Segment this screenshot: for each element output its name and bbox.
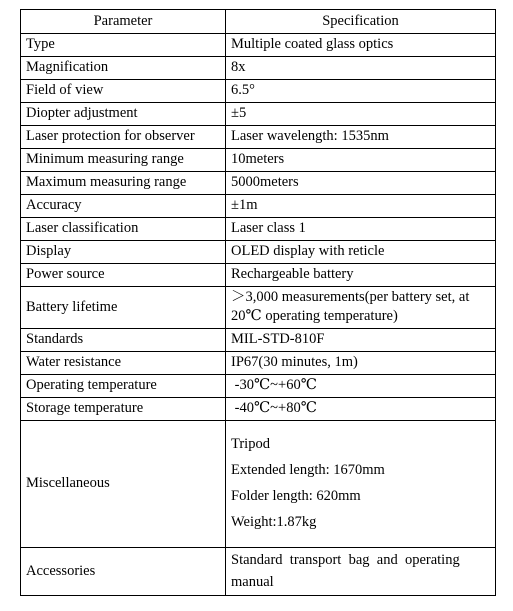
parameter-cell: Power source bbox=[21, 264, 226, 287]
table-header-row bbox=[21, 10, 496, 34]
table-row bbox=[21, 287, 496, 329]
table-row bbox=[21, 375, 496, 398]
parameter-cell: Minimum measuring range bbox=[21, 149, 226, 172]
value-cell: 6.5° bbox=[226, 80, 496, 103]
value-cell bbox=[226, 548, 496, 596]
table-row bbox=[21, 172, 496, 195]
parameter-cell: Water resistance bbox=[21, 352, 226, 375]
parameter-cell: Accuracy bbox=[21, 195, 226, 218]
table-row bbox=[21, 548, 496, 596]
parameter-cell: Accessories bbox=[21, 548, 226, 596]
parameter-cell: Standards bbox=[21, 329, 226, 352]
value-cell: Laser class 1 bbox=[226, 218, 496, 241]
value-cell: 10meters bbox=[226, 149, 496, 172]
table-row bbox=[21, 398, 496, 421]
parameter-cell: Type bbox=[21, 34, 226, 57]
table-row bbox=[21, 352, 496, 375]
parameter-cell: Operating temperature bbox=[21, 375, 226, 398]
table-row bbox=[21, 126, 496, 149]
table-row bbox=[21, 241, 496, 264]
parameter-cell: Battery lifetime bbox=[21, 287, 226, 329]
value-cell: -30℃~+60℃ bbox=[226, 375, 496, 398]
value-cell: ±5 bbox=[226, 103, 496, 126]
parameter-cell: Laser classification bbox=[21, 218, 226, 241]
value-cell bbox=[226, 287, 496, 329]
value-cell: Laser wavelength: 1535nm bbox=[226, 126, 496, 149]
value-line: Tripod bbox=[231, 436, 270, 452]
table-row bbox=[21, 218, 496, 241]
table-row bbox=[21, 80, 496, 103]
value-cell: OLED display with reticle bbox=[226, 241, 496, 264]
table-row bbox=[21, 421, 496, 548]
table-row bbox=[21, 34, 496, 57]
table-row bbox=[21, 195, 496, 218]
value-line: 20℃ operating temperature) bbox=[231, 308, 398, 324]
value-cell: ±1m bbox=[226, 195, 496, 218]
table-row bbox=[21, 329, 496, 352]
value-line: Weight:1.87kg bbox=[231, 514, 317, 530]
value-line: ＞3,000 measurements(per battery set, at bbox=[231, 289, 470, 305]
parameter-cell: Magnification bbox=[21, 57, 226, 80]
value-cell: Multiple coated glass optics bbox=[226, 34, 496, 57]
parameter-cell: Laser protection for observer bbox=[21, 126, 226, 149]
column-header-parameter: Parameter bbox=[21, 10, 226, 34]
value-cell: 5000meters bbox=[226, 172, 496, 195]
value-cell: MIL-STD-810F bbox=[226, 329, 496, 352]
value-cell: 8x bbox=[226, 57, 496, 80]
value-line: manual bbox=[231, 574, 274, 590]
table-row bbox=[21, 57, 496, 80]
column-header-specification: Specification bbox=[226, 10, 496, 34]
value-cell: IP67(30 minutes, 1m) bbox=[226, 352, 496, 375]
specification-table bbox=[20, 9, 496, 596]
table-row bbox=[21, 264, 496, 287]
table-row bbox=[21, 149, 496, 172]
value-line: Standard transport bag and operating bbox=[231, 552, 460, 568]
parameter-cell: Storage temperature bbox=[21, 398, 226, 421]
value-line: Extended length: 1670mm bbox=[231, 462, 385, 478]
value-cell: Rechargeable battery bbox=[226, 264, 496, 287]
parameter-cell: Field of view bbox=[21, 80, 226, 103]
parameter-cell: Diopter adjustment bbox=[21, 103, 226, 126]
table-row bbox=[21, 103, 496, 126]
value-cell: -40℃~+80℃ bbox=[226, 398, 496, 421]
value-cell bbox=[226, 421, 496, 548]
parameter-cell: Miscellaneous bbox=[21, 421, 226, 548]
parameter-cell: Display bbox=[21, 241, 226, 264]
value-line: Folder length: 620mm bbox=[231, 488, 361, 504]
parameter-cell: Maximum measuring range bbox=[21, 172, 226, 195]
